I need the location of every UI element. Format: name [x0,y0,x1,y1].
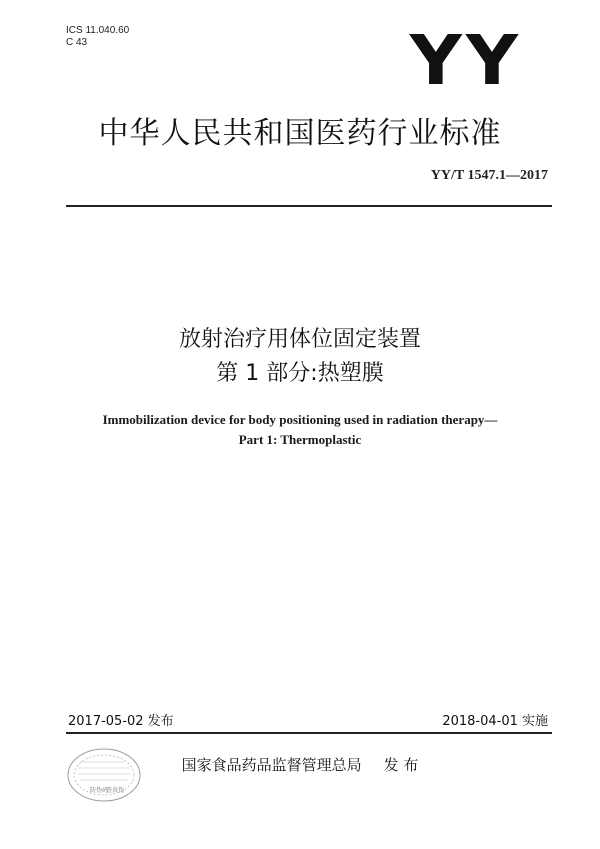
issue-date: 2017-05-02 发布 [68,714,174,729]
ics-code: ICS 11.040.60 [66,25,130,36]
stamp-line-2: 查真伪 [106,787,125,794]
yy-logo: YY [409,20,522,100]
issuer-action: 发 布 [383,756,419,774]
effective-date: 2018-04-01 实施 [442,714,548,729]
stamp-line-1: 防伪码 [90,787,109,794]
standard-code: YY/T 1547.1—2017 [430,168,548,183]
issuer-name: 国家食品药品监督管理总局 [181,756,362,774]
title-en-line2: Part 1: Thermoplastic [238,432,362,447]
header-divider [66,205,552,207]
issuer-line [0,754,600,775]
title-cn-line2: 第 1 部分:热塑膜 [216,361,384,386]
title-en-line1: Immobilization device for body positioning used in radiation therapy— [102,412,498,427]
ccs-code: C 43 [66,37,88,48]
standard-type-title: 中华人民共和国医药行业标准 [98,116,502,151]
title-cn-line1: 放射治疗用体位固定装置 [178,327,421,352]
footer-divider [66,732,552,734]
